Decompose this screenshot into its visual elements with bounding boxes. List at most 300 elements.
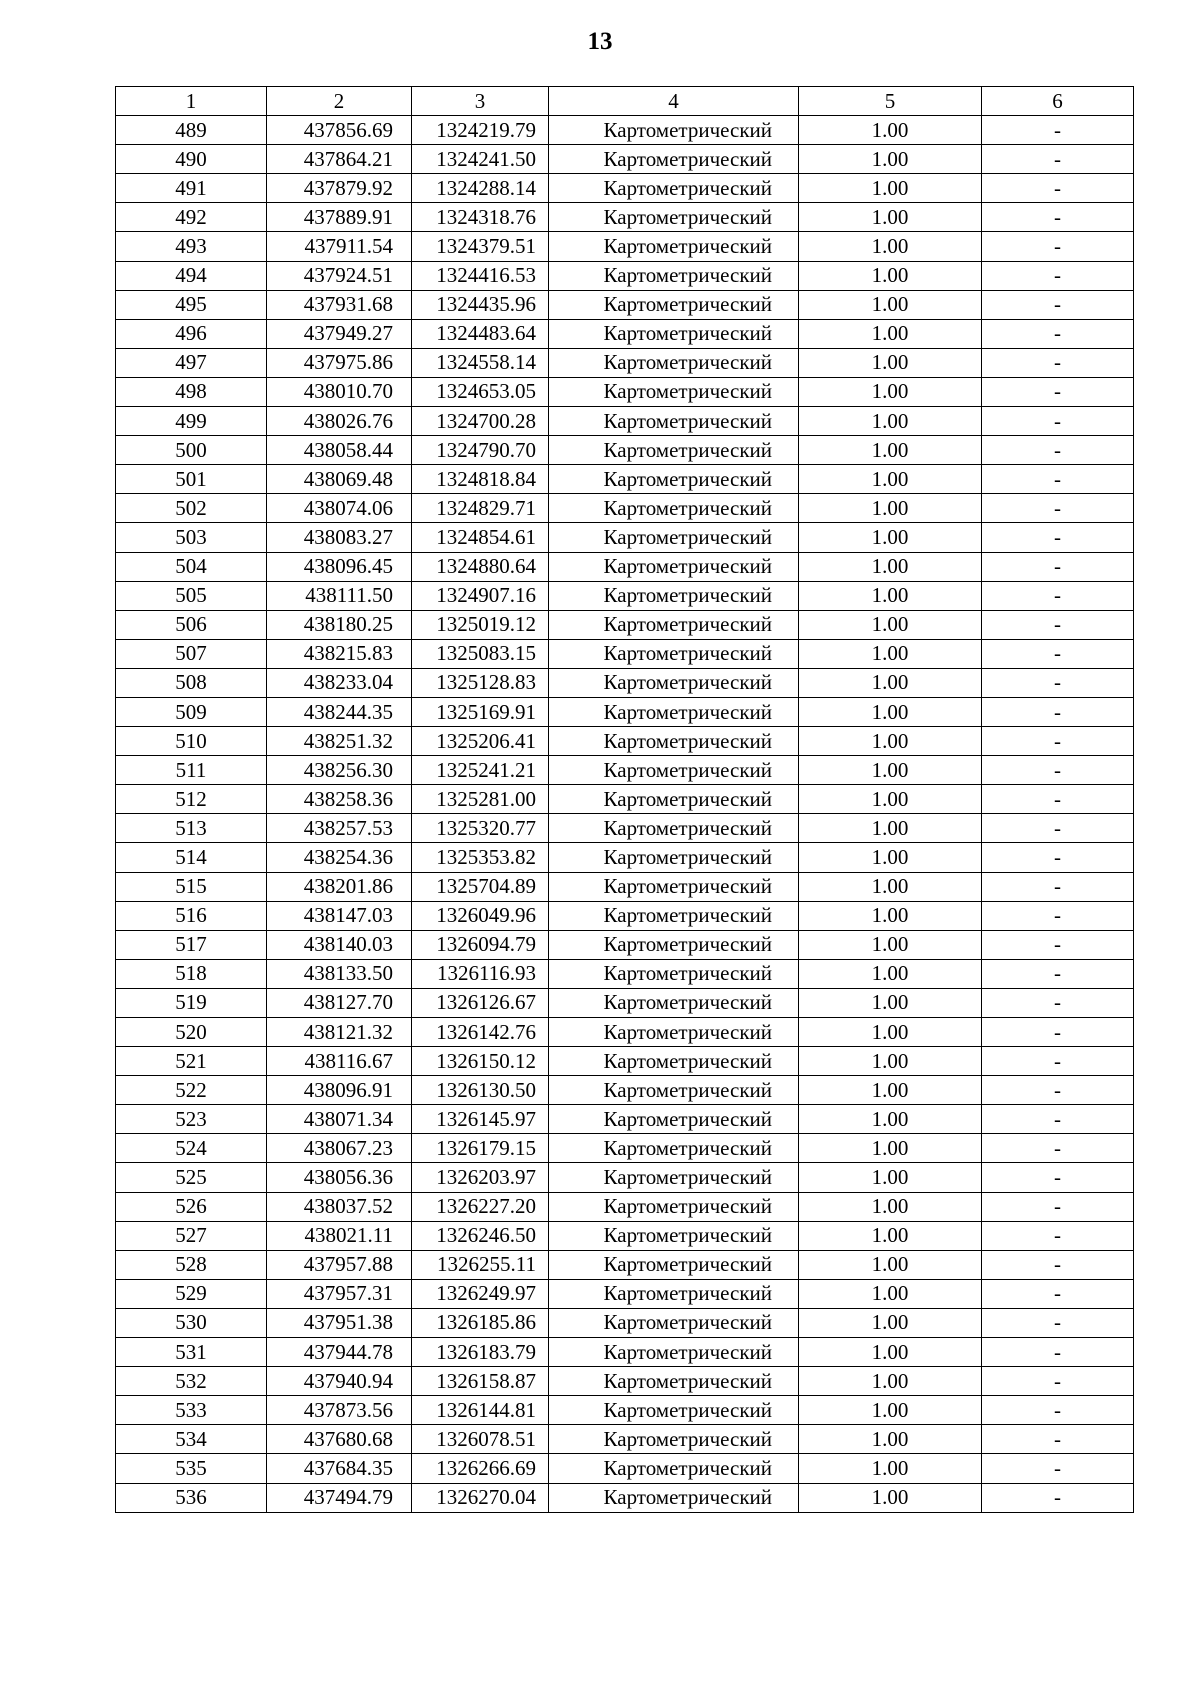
point-number-cell: 509 xyxy=(116,697,267,726)
accuracy-cell: 1.00 xyxy=(799,465,982,494)
accuracy-cell: 1.00 xyxy=(799,203,982,232)
y-coordinate-cell: 1326227.20 xyxy=(412,1192,549,1221)
y-coordinate-cell: 1324241.50 xyxy=(412,145,549,174)
x-coordinate-cell: 438215.83 xyxy=(267,639,412,668)
y-coordinate-cell: 1324288.14 xyxy=(412,174,549,203)
point-number-cell: 501 xyxy=(116,465,267,494)
x-coordinate-cell: 438147.03 xyxy=(267,901,412,930)
accuracy-cell: 1.00 xyxy=(799,1425,982,1454)
accuracy-cell: 1.00 xyxy=(799,232,982,261)
y-coordinate-cell: 1326158.87 xyxy=(412,1367,549,1396)
x-coordinate-cell: 437911.54 xyxy=(267,232,412,261)
description-cell: - xyxy=(982,1367,1134,1396)
description-cell: - xyxy=(982,901,1134,930)
table-row xyxy=(116,988,1134,1017)
description-cell: - xyxy=(982,203,1134,232)
description-cell: - xyxy=(982,1483,1134,1512)
method-cell: Картометрический xyxy=(549,1105,799,1134)
y-coordinate-cell: 1326179.15 xyxy=(412,1134,549,1163)
description-cell: - xyxy=(982,1163,1134,1192)
y-coordinate-cell: 1325019.12 xyxy=(412,610,549,639)
table-row xyxy=(116,1076,1134,1105)
accuracy-cell: 1.00 xyxy=(799,901,982,930)
method-cell: Картометрический xyxy=(549,319,799,348)
x-coordinate-cell: 437940.94 xyxy=(267,1367,412,1396)
x-coordinate-cell: 438096.91 xyxy=(267,1076,412,1105)
description-cell: - xyxy=(982,697,1134,726)
method-cell: Картометрический xyxy=(549,1250,799,1279)
point-number-cell: 490 xyxy=(116,145,267,174)
method-cell: Картометрический xyxy=(549,1018,799,1047)
method-cell: Картометрический xyxy=(549,610,799,639)
description-cell: - xyxy=(982,465,1134,494)
table-row xyxy=(116,1134,1134,1163)
description-cell: - xyxy=(982,319,1134,348)
x-coordinate-cell: 437957.31 xyxy=(267,1279,412,1308)
description-cell: - xyxy=(982,843,1134,872)
method-cell: Картометрический xyxy=(549,1134,799,1163)
x-coordinate-cell: 437889.91 xyxy=(267,203,412,232)
table-row xyxy=(116,756,1134,785)
header-cell: 5 xyxy=(799,87,982,116)
x-coordinate-cell: 438121.32 xyxy=(267,1018,412,1047)
table-row xyxy=(116,1018,1134,1047)
accuracy-cell: 1.00 xyxy=(799,1279,982,1308)
y-coordinate-cell: 1324907.16 xyxy=(412,581,549,610)
point-number-cell: 533 xyxy=(116,1396,267,1425)
table-row xyxy=(116,319,1134,348)
description-cell: - xyxy=(982,116,1134,145)
description-cell: - xyxy=(982,581,1134,610)
accuracy-cell: 1.00 xyxy=(799,843,982,872)
accuracy-cell: 1.00 xyxy=(799,610,982,639)
point-number-cell: 532 xyxy=(116,1367,267,1396)
table-row xyxy=(116,697,1134,726)
method-cell: Картометрический xyxy=(549,1308,799,1337)
point-number-cell: 524 xyxy=(116,1134,267,1163)
accuracy-cell: 1.00 xyxy=(799,668,982,697)
description-cell: - xyxy=(982,377,1134,406)
x-coordinate-cell: 438258.36 xyxy=(267,785,412,814)
y-coordinate-cell: 1326150.12 xyxy=(412,1047,549,1076)
method-cell: Картометрический xyxy=(549,756,799,785)
point-number-cell: 492 xyxy=(116,203,267,232)
table-row xyxy=(116,1105,1134,1134)
table-row xyxy=(116,1308,1134,1337)
header-cell: 1 xyxy=(116,87,267,116)
description-cell: - xyxy=(982,1425,1134,1454)
point-number-cell: 493 xyxy=(116,232,267,261)
y-coordinate-cell: 1325704.89 xyxy=(412,872,549,901)
x-coordinate-cell: 437924.51 xyxy=(267,261,412,290)
y-coordinate-cell: 1326203.97 xyxy=(412,1163,549,1192)
accuracy-cell: 1.00 xyxy=(799,1105,982,1134)
y-coordinate-cell: 1326145.97 xyxy=(412,1105,549,1134)
table-row xyxy=(116,494,1134,523)
method-cell: Картометрический xyxy=(549,1454,799,1483)
point-number-cell: 491 xyxy=(116,174,267,203)
point-number-cell: 535 xyxy=(116,1454,267,1483)
description-cell: - xyxy=(982,1221,1134,1250)
point-number-cell: 534 xyxy=(116,1425,267,1454)
y-coordinate-cell: 1326246.50 xyxy=(412,1221,549,1250)
y-coordinate-cell: 1325206.41 xyxy=(412,727,549,756)
x-coordinate-cell: 437949.27 xyxy=(267,319,412,348)
description-cell: - xyxy=(982,1076,1134,1105)
point-number-cell: 494 xyxy=(116,261,267,290)
description-cell: - xyxy=(982,523,1134,552)
description-cell: - xyxy=(982,1250,1134,1279)
table-row xyxy=(116,145,1134,174)
accuracy-cell: 1.00 xyxy=(799,116,982,145)
method-cell: Картометрический xyxy=(549,697,799,726)
method-cell: Картометрический xyxy=(549,1279,799,1308)
method-cell: Картометрический xyxy=(549,1076,799,1105)
description-cell: - xyxy=(982,1192,1134,1221)
table-row xyxy=(116,901,1134,930)
method-cell: Картометрический xyxy=(549,581,799,610)
y-coordinate-cell: 1325281.00 xyxy=(412,785,549,814)
accuracy-cell: 1.00 xyxy=(799,1308,982,1337)
accuracy-cell: 1.00 xyxy=(799,1338,982,1367)
y-coordinate-cell: 1326142.76 xyxy=(412,1018,549,1047)
point-number-cell: 503 xyxy=(116,523,267,552)
x-coordinate-cell: 437680.68 xyxy=(267,1425,412,1454)
accuracy-cell: 1.00 xyxy=(799,377,982,406)
y-coordinate-cell: 1325169.91 xyxy=(412,697,549,726)
table-row xyxy=(116,116,1134,145)
description-cell: - xyxy=(982,1134,1134,1163)
method-cell: Картометрический xyxy=(549,1396,799,1425)
y-coordinate-cell: 1324416.53 xyxy=(412,261,549,290)
page-number: 13 xyxy=(587,28,613,55)
method-cell: Картометрический xyxy=(549,174,799,203)
y-coordinate-cell: 1325320.77 xyxy=(412,814,549,843)
accuracy-cell: 1.00 xyxy=(799,1134,982,1163)
accuracy-cell: 1.00 xyxy=(799,407,982,436)
table-row xyxy=(116,1425,1134,1454)
y-coordinate-cell: 1326249.97 xyxy=(412,1279,549,1308)
accuracy-cell: 1.00 xyxy=(799,552,982,581)
x-coordinate-cell: 438140.03 xyxy=(267,930,412,959)
y-coordinate-cell: 1324818.84 xyxy=(412,465,549,494)
table-row xyxy=(116,232,1134,261)
y-coordinate-cell: 1326049.96 xyxy=(412,901,549,930)
accuracy-cell: 1.00 xyxy=(799,1047,982,1076)
description-cell: - xyxy=(982,1338,1134,1367)
table-row xyxy=(116,436,1134,465)
accuracy-cell: 1.00 xyxy=(799,930,982,959)
x-coordinate-cell: 438180.25 xyxy=(267,610,412,639)
method-cell: Картометрический xyxy=(549,232,799,261)
accuracy-cell: 1.00 xyxy=(799,1367,982,1396)
x-coordinate-cell: 438026.76 xyxy=(267,407,412,436)
table-row xyxy=(116,668,1134,697)
accuracy-cell: 1.00 xyxy=(799,697,982,726)
y-coordinate-cell: 1324790.70 xyxy=(412,436,549,465)
y-coordinate-cell: 1324880.64 xyxy=(412,552,549,581)
point-number-cell: 526 xyxy=(116,1192,267,1221)
header-cell: 3 xyxy=(412,87,549,116)
table-row xyxy=(116,1483,1134,1512)
point-number-cell: 511 xyxy=(116,756,267,785)
x-coordinate-cell: 438201.86 xyxy=(267,872,412,901)
table-row xyxy=(116,785,1134,814)
y-coordinate-cell: 1324829.71 xyxy=(412,494,549,523)
x-coordinate-cell: 437951.38 xyxy=(267,1308,412,1337)
point-number-cell: 536 xyxy=(116,1483,267,1512)
method-cell: Картометрический xyxy=(549,959,799,988)
point-number-cell: 505 xyxy=(116,581,267,610)
table-row xyxy=(116,610,1134,639)
accuracy-cell: 1.00 xyxy=(799,1250,982,1279)
table-row xyxy=(116,1279,1134,1308)
accuracy-cell: 1.00 xyxy=(799,581,982,610)
description-cell: - xyxy=(982,639,1134,668)
accuracy-cell: 1.00 xyxy=(799,494,982,523)
point-number-cell: 528 xyxy=(116,1250,267,1279)
table-row xyxy=(116,290,1134,319)
accuracy-cell: 1.00 xyxy=(799,1483,982,1512)
description-cell: - xyxy=(982,145,1134,174)
table-row xyxy=(116,930,1134,959)
method-cell: Картометрический xyxy=(549,843,799,872)
x-coordinate-cell: 438083.27 xyxy=(267,523,412,552)
description-cell: - xyxy=(982,407,1134,436)
method-cell: Картометрический xyxy=(549,1163,799,1192)
point-number-cell: 530 xyxy=(116,1308,267,1337)
method-cell: Картометрический xyxy=(549,872,799,901)
point-number-cell: 514 xyxy=(116,843,267,872)
method-cell: Картометрический xyxy=(549,901,799,930)
header-cell: 2 xyxy=(267,87,412,116)
point-number-cell: 502 xyxy=(116,494,267,523)
x-coordinate-cell: 438116.67 xyxy=(267,1047,412,1076)
table-row xyxy=(116,872,1134,901)
point-number-cell: 498 xyxy=(116,377,267,406)
description-cell: - xyxy=(982,232,1134,261)
y-coordinate-cell: 1324854.61 xyxy=(412,523,549,552)
point-number-cell: 500 xyxy=(116,436,267,465)
x-coordinate-cell: 438056.36 xyxy=(267,1163,412,1192)
y-coordinate-cell: 1324379.51 xyxy=(412,232,549,261)
y-coordinate-cell: 1326183.79 xyxy=(412,1338,549,1367)
method-cell: Картометрический xyxy=(549,436,799,465)
accuracy-cell: 1.00 xyxy=(799,145,982,174)
point-number-cell: 515 xyxy=(116,872,267,901)
accuracy-cell: 1.00 xyxy=(799,1192,982,1221)
accuracy-cell: 1.00 xyxy=(799,319,982,348)
point-number-cell: 519 xyxy=(116,988,267,1017)
point-number-cell: 496 xyxy=(116,319,267,348)
point-number-cell: 517 xyxy=(116,930,267,959)
table-row xyxy=(116,843,1134,872)
table-header-row xyxy=(116,87,1134,116)
table-row xyxy=(116,261,1134,290)
description-cell: - xyxy=(982,1018,1134,1047)
table-row xyxy=(116,552,1134,581)
y-coordinate-cell: 1326126.67 xyxy=(412,988,549,1017)
accuracy-cell: 1.00 xyxy=(799,959,982,988)
y-coordinate-cell: 1326116.93 xyxy=(412,959,549,988)
table-row xyxy=(116,727,1134,756)
accuracy-cell: 1.00 xyxy=(799,290,982,319)
accuracy-cell: 1.00 xyxy=(799,872,982,901)
x-coordinate-cell: 438071.34 xyxy=(267,1105,412,1134)
method-cell: Картометрический xyxy=(549,145,799,174)
method-cell: Картометрический xyxy=(549,1338,799,1367)
description-cell: - xyxy=(982,1279,1134,1308)
description-cell: - xyxy=(982,988,1134,1017)
x-coordinate-cell: 438037.52 xyxy=(267,1192,412,1221)
x-coordinate-cell: 438251.32 xyxy=(267,727,412,756)
point-number-cell: 529 xyxy=(116,1279,267,1308)
description-cell: - xyxy=(982,610,1134,639)
table-row xyxy=(116,1396,1134,1425)
accuracy-cell: 1.00 xyxy=(799,1163,982,1192)
description-cell: - xyxy=(982,756,1134,785)
method-cell: Картометрический xyxy=(549,727,799,756)
point-number-cell: 523 xyxy=(116,1105,267,1134)
x-coordinate-cell: 438067.23 xyxy=(267,1134,412,1163)
x-coordinate-cell: 437931.68 xyxy=(267,290,412,319)
table-row xyxy=(116,1047,1134,1076)
header-cell: 6 xyxy=(982,87,1134,116)
description-cell: - xyxy=(982,785,1134,814)
y-coordinate-cell: 1324219.79 xyxy=(412,116,549,145)
description-cell: - xyxy=(982,1454,1134,1483)
y-coordinate-cell: 1324483.64 xyxy=(412,319,549,348)
x-coordinate-cell: 437975.86 xyxy=(267,348,412,377)
method-cell: Картометрический xyxy=(549,523,799,552)
accuracy-cell: 1.00 xyxy=(799,1454,982,1483)
description-cell: - xyxy=(982,348,1134,377)
method-cell: Картометрический xyxy=(549,1367,799,1396)
method-cell: Картометрический xyxy=(549,377,799,406)
accuracy-cell: 1.00 xyxy=(799,814,982,843)
description-cell: - xyxy=(982,959,1134,988)
table-row xyxy=(116,1367,1134,1396)
description-cell: - xyxy=(982,930,1134,959)
description-cell: - xyxy=(982,814,1134,843)
description-cell: - xyxy=(982,1105,1134,1134)
accuracy-cell: 1.00 xyxy=(799,756,982,785)
x-coordinate-cell: 438256.30 xyxy=(267,756,412,785)
y-coordinate-cell: 1324653.05 xyxy=(412,377,549,406)
method-cell: Картометрический xyxy=(549,1425,799,1454)
method-cell: Картометрический xyxy=(549,552,799,581)
x-coordinate-cell: 437879.92 xyxy=(267,174,412,203)
y-coordinate-cell: 1325083.15 xyxy=(412,639,549,668)
description-cell: - xyxy=(982,1308,1134,1337)
point-number-cell: 497 xyxy=(116,348,267,377)
description-cell: - xyxy=(982,174,1134,203)
accuracy-cell: 1.00 xyxy=(799,174,982,203)
method-cell: Картометрический xyxy=(549,203,799,232)
table-row xyxy=(116,407,1134,436)
point-number-cell: 504 xyxy=(116,552,267,581)
method-cell: Картометрический xyxy=(549,668,799,697)
accuracy-cell: 1.00 xyxy=(799,436,982,465)
y-coordinate-cell: 1326094.79 xyxy=(412,930,549,959)
method-cell: Картометрический xyxy=(549,1047,799,1076)
table-row xyxy=(116,814,1134,843)
x-coordinate-cell: 438127.70 xyxy=(267,988,412,1017)
accuracy-cell: 1.00 xyxy=(799,1396,982,1425)
x-coordinate-cell: 437873.56 xyxy=(267,1396,412,1425)
method-cell: Картометрический xyxy=(549,465,799,494)
description-cell: - xyxy=(982,668,1134,697)
point-number-cell: 507 xyxy=(116,639,267,668)
method-cell: Картометрический xyxy=(549,930,799,959)
method-cell: Картометрический xyxy=(549,639,799,668)
y-coordinate-cell: 1326144.81 xyxy=(412,1396,549,1425)
table-row xyxy=(116,1250,1134,1279)
x-coordinate-cell: 437944.78 xyxy=(267,1338,412,1367)
method-cell: Картометрический xyxy=(549,261,799,290)
method-cell: Картометрический xyxy=(549,407,799,436)
x-coordinate-cell: 437494.79 xyxy=(267,1483,412,1512)
table-row xyxy=(116,465,1134,494)
x-coordinate-cell: 438069.48 xyxy=(267,465,412,494)
accuracy-cell: 1.00 xyxy=(799,1221,982,1250)
table-row xyxy=(116,639,1134,668)
description-cell: - xyxy=(982,436,1134,465)
method-cell: Картометрический xyxy=(549,785,799,814)
x-coordinate-cell: 438133.50 xyxy=(267,959,412,988)
table-body xyxy=(116,116,1134,1513)
table-row xyxy=(116,1192,1134,1221)
table-row xyxy=(116,523,1134,552)
method-cell: Картометрический xyxy=(549,348,799,377)
x-coordinate-cell: 437856.69 xyxy=(267,116,412,145)
y-coordinate-cell: 1325128.83 xyxy=(412,668,549,697)
point-number-cell: 525 xyxy=(116,1163,267,1192)
point-number-cell: 520 xyxy=(116,1018,267,1047)
table-row xyxy=(116,1338,1134,1367)
point-number-cell: 495 xyxy=(116,290,267,319)
x-coordinate-cell: 438074.06 xyxy=(267,494,412,523)
y-coordinate-cell: 1326255.11 xyxy=(412,1250,549,1279)
x-coordinate-cell: 438233.04 xyxy=(267,668,412,697)
method-cell: Картометрический xyxy=(549,116,799,145)
x-coordinate-cell: 438096.45 xyxy=(267,552,412,581)
x-coordinate-cell: 438010.70 xyxy=(267,377,412,406)
point-number-cell: 506 xyxy=(116,610,267,639)
coordinates-table xyxy=(115,86,1134,1513)
x-coordinate-cell: 438254.36 xyxy=(267,843,412,872)
description-cell: - xyxy=(982,290,1134,319)
method-cell: Картометрический xyxy=(549,1221,799,1250)
x-coordinate-cell: 438111.50 xyxy=(267,581,412,610)
x-coordinate-cell: 437957.88 xyxy=(267,1250,412,1279)
table-row xyxy=(116,377,1134,406)
point-number-cell: 512 xyxy=(116,785,267,814)
table-row xyxy=(116,1454,1134,1483)
y-coordinate-cell: 1326130.50 xyxy=(412,1076,549,1105)
header-cell: 4 xyxy=(549,87,799,116)
y-coordinate-cell: 1324558.14 xyxy=(412,348,549,377)
table-row xyxy=(116,174,1134,203)
y-coordinate-cell: 1325241.21 xyxy=(412,756,549,785)
x-coordinate-cell: 438257.53 xyxy=(267,814,412,843)
point-number-cell: 527 xyxy=(116,1221,267,1250)
point-number-cell: 489 xyxy=(116,116,267,145)
point-number-cell: 513 xyxy=(116,814,267,843)
point-number-cell: 531 xyxy=(116,1338,267,1367)
description-cell: - xyxy=(982,261,1134,290)
table-row xyxy=(116,581,1134,610)
